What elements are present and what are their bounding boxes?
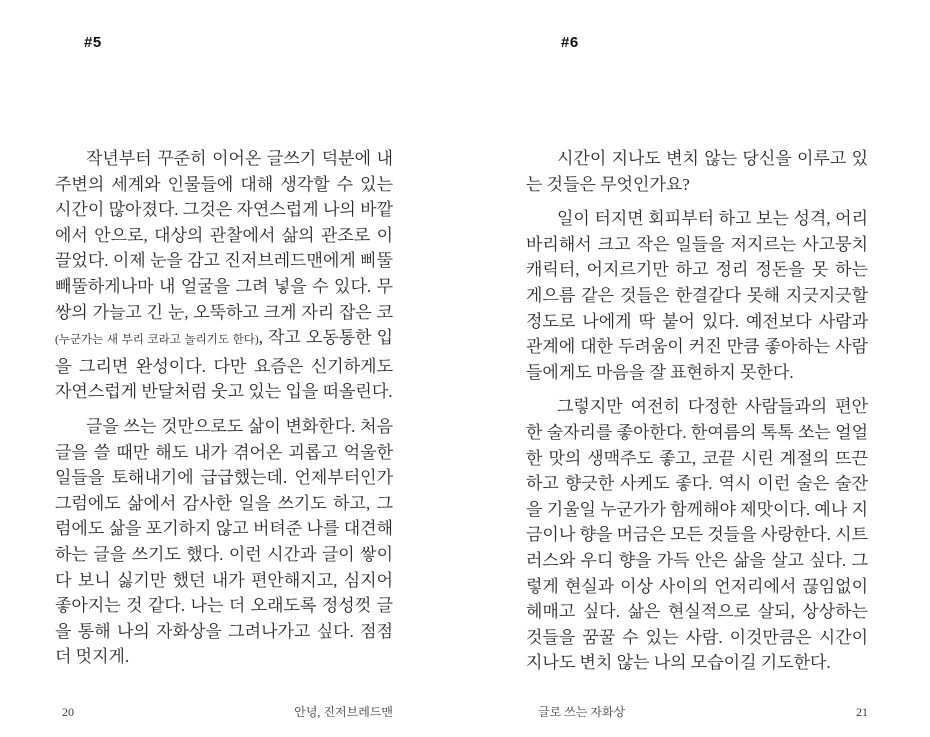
running-title-left: 안녕, 진저브레드맨 — [294, 705, 393, 719]
page-body-right — [526, 146, 868, 685]
body-paragraph — [55, 146, 393, 405]
page-number-right: 21 — [856, 705, 868, 719]
page-body-left — [55, 146, 393, 679]
body-text-run: , 작고 오동통한 입을 그리면 완성이다. 다만 요즘은 신기하게도 자연스럽게 반달처럼 웃고 있는 입을 떠올린다. — [55, 328, 393, 402]
page-number-left: 20 — [62, 705, 74, 719]
chapter-heading-right: #6 — [561, 34, 579, 52]
body-text-run: 일이 터지면 회피부터 하고 보는 성격, 어리바리해서 크고 작은 일들을 저지르는 사고뭉치 캐릭터, 어지르기만 하고 정리 정돈을 못 하는 게으름 같은 것들은 한결같다 못해 지긋지긋할 정도로 나에게 딱 붙어 있다. 예전보다 사람과 관계에 대한 두려움이 커진 만큼 좋아하는 사람들에게도 마음을 잘 표현하지 못한다. — [526, 209, 868, 382]
chapter-heading-left: #5 — [84, 34, 102, 52]
body-paragraph — [526, 394, 868, 676]
body-text-run: 시간이 지나도 변치 않는 당신을 이루고 있는 것들은 무엇인가요? — [526, 149, 868, 194]
body-paragraph — [526, 146, 868, 197]
page-footer-left — [55, 703, 393, 720]
body-paragraph — [55, 414, 393, 670]
body-text-run: 글을 쓰는 것만으로도 삶이 변화한다. 처음 글을 쓸 때만 해도 내가 겪어온 괴롭고 억울한 일들을 토해내기에 급급했는데. 언제부터인가 그럼에도 삶에서 감사한 일을 쓰기도 하고, 그럼에도 삶을 포기하지 않고 버텨준 나를 대견해하는 글을 쓰기도 했다. 이런 시간과 글이 쌓이다 보니 싫기만 했던 내가 편안해지고, 심지어 좋아지는 것 같다. 나는 더 오래도록 정성껏 글을 통해 나의 자화상을 그려나가고 싶다. 점점 더 멋지게. — [55, 416, 393, 667]
body-text-run: 그렇지만 여전히 다정한 사람들과의 편안한 술자리를 좋아한다. 한여름의 톡톡 쏘는 얼얼한 맛의 생맥주도 좋고, 코끝 시린 계절의 뜨끈하고 향긋한 사케도 좋다. 역시 이런 술은 술잔을 기울일 누군가가 함께해야 제맛이다. 예나 지금이나 향을 머금은 모든 것들을 사랑한다. 시트러스와 우디 향을 가득 안은 삶을 살고 싶다. 그렇게 현실과 이상 사이의 언저리에서 끊임없이 헤매고 싶다. 삶은 현실적으로 살되, 상상하는 것들을 꿈꿀 수 있는 사람. 이것만큼은 시간이 지나도 변치 않는 나의 모습이길 기도한다. — [526, 397, 868, 673]
inline-aside-text: (누군가는 새 부리 코라고 놀리기도 한다) — [55, 334, 259, 347]
body-paragraph — [526, 206, 868, 385]
body-text-run: 작년부터 꾸준히 이어온 글쓰기 덕분에 내 주변의 세계와 인물들에 대해 생각할 수 있는 시간이 많아졌다. 그것은 자연스럽게 나의 바깥에서 안으로, 대상의 관찰에서 삶의 관조로 이끌었다. 이제 눈을 감고 진저브레드맨에게 삐뚤빼뚤하게나마 내 얼굴을 그려 넣을 수 있다. 무쌍의 가늘고 긴 눈, 오뚝하고 크게 자리 잡은 코 — [55, 149, 393, 322]
page-footer-right — [526, 703, 868, 720]
running-title-right: 글로 쓰는 자화상 — [538, 705, 626, 719]
